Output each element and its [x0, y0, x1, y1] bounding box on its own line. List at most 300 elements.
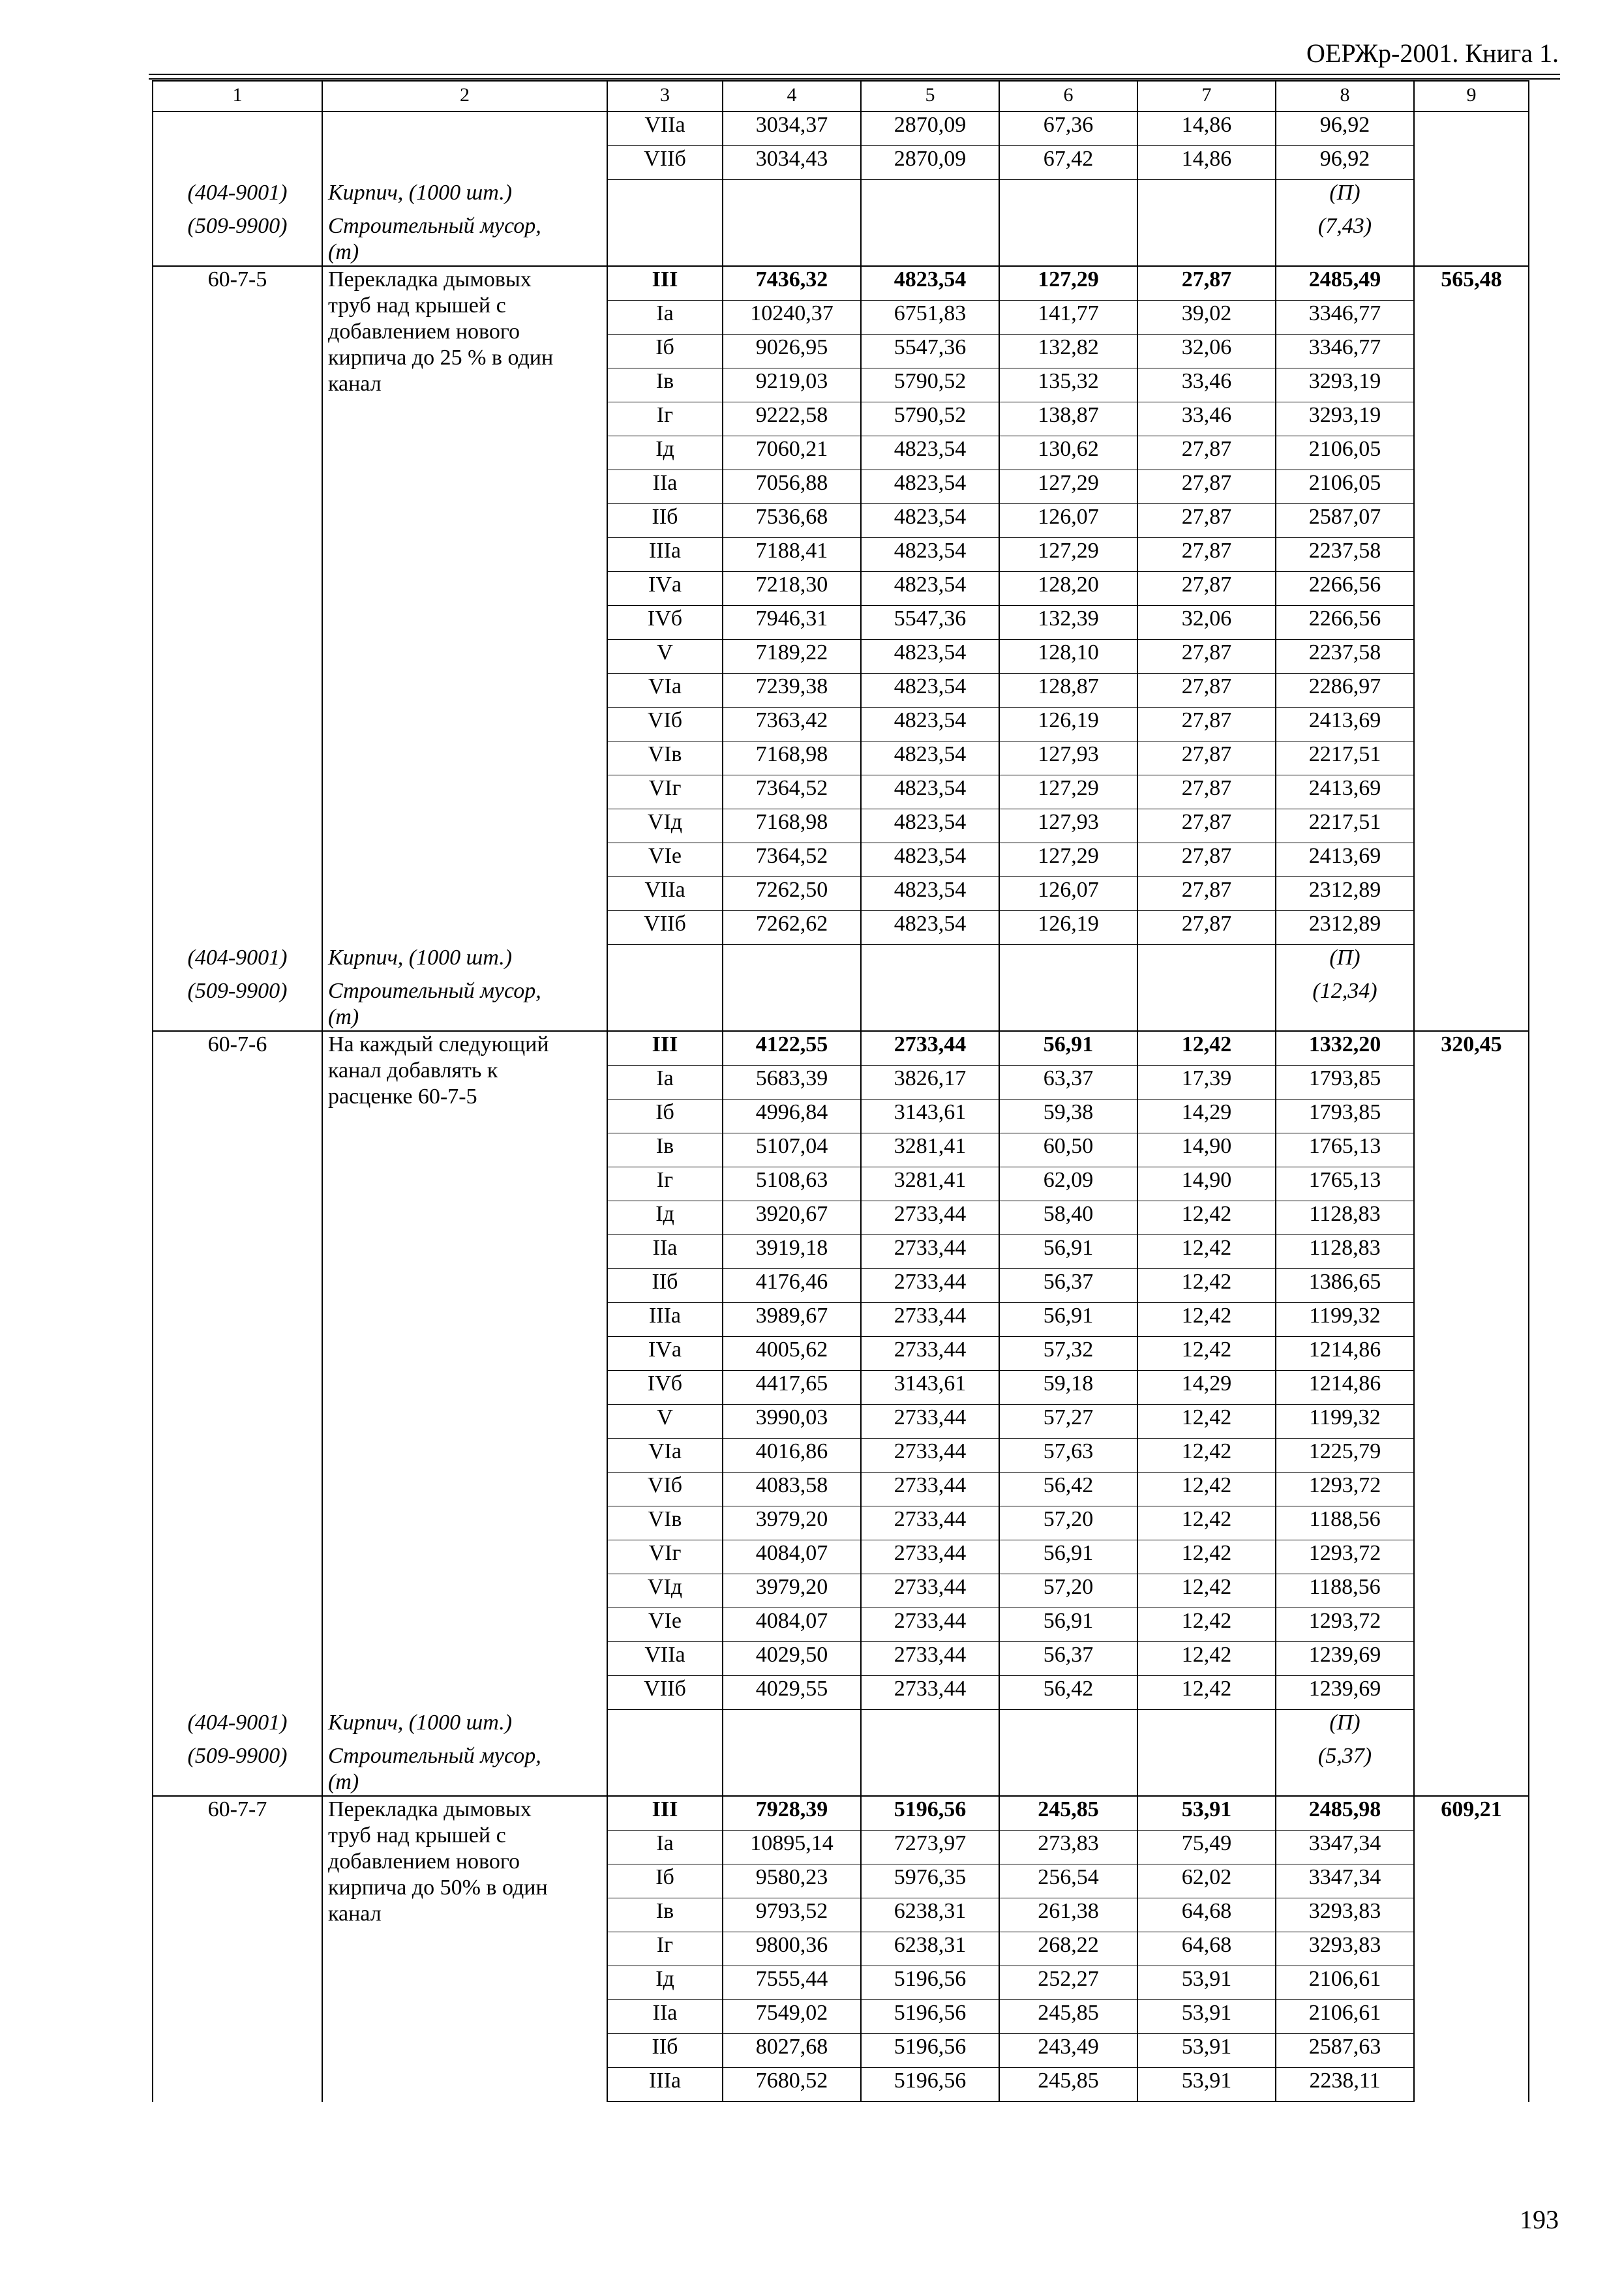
value-cell: 2106,05: [1276, 470, 1414, 504]
value-cell: 252,27: [999, 1966, 1137, 2000]
zone-cell: IVб: [607, 606, 723, 640]
value-cell: 4823,54: [861, 504, 999, 538]
value-cell: 12,42: [1137, 1269, 1276, 1303]
value-cell: 2587,07: [1276, 504, 1414, 538]
empty-cell: [723, 1743, 861, 1796]
value-cell: 14,90: [1137, 1133, 1276, 1167]
zone-cell: III: [607, 1031, 723, 1066]
value-cell: 4823,54: [861, 809, 999, 843]
value-cell: 8027,68: [723, 2034, 861, 2068]
value-cell: 245,85: [999, 2068, 1137, 2102]
value-cell: 5196,56: [861, 2034, 999, 2068]
value-cell: 33,46: [1137, 368, 1276, 402]
zone-cell: VIIа: [607, 1642, 723, 1676]
value-cell: 2312,89: [1276, 877, 1414, 911]
empty-cell: [723, 180, 861, 214]
value-cell: 5108,63: [723, 1167, 861, 1201]
rate-code: 60-7-7: [153, 1796, 322, 2102]
zone-cell: III: [607, 1796, 723, 1831]
value-cell: 2217,51: [1276, 809, 1414, 843]
value-cell: 127,29: [999, 843, 1137, 877]
value-cell: 1765,13: [1276, 1167, 1414, 1201]
value-cell: 4029,50: [723, 1642, 861, 1676]
value-cell: 7168,98: [723, 809, 861, 843]
value-cell: 2870,09: [861, 146, 999, 180]
value-cell: 7239,38: [723, 674, 861, 708]
value-cell: 2733,44: [861, 1676, 999, 1710]
value-cell: 2587,63: [1276, 2034, 1414, 2068]
value-cell: 2238,11: [1276, 2068, 1414, 2102]
value-cell: 1239,69: [1276, 1642, 1414, 1676]
value-cell: 3979,20: [723, 1574, 861, 1608]
value-cell: 2733,44: [861, 1235, 999, 1269]
material-code: (404-9001): [153, 1710, 322, 1744]
zone-cell: IIб: [607, 504, 723, 538]
material-name: Строительный мусор, (т): [322, 1743, 607, 1796]
value-cell: 3989,67: [723, 1303, 861, 1337]
zone-cell: Iв: [607, 1133, 723, 1167]
value-cell: 2733,44: [861, 1439, 999, 1473]
value-cell: 4823,54: [861, 572, 999, 606]
value-cell: 12,42: [1137, 1608, 1276, 1642]
zone-cell: VIб: [607, 708, 723, 741]
zone-cell: VIIб: [607, 1676, 723, 1710]
value-cell: 2733,44: [861, 1337, 999, 1371]
empty-cell: [1137, 1743, 1276, 1796]
zone-cell: IIIа: [607, 1303, 723, 1337]
value-cell: 2286,97: [1276, 674, 1414, 708]
zone-cell: V: [607, 640, 723, 674]
value-cell: 1293,72: [1276, 1540, 1414, 1574]
value-cell: 126,07: [999, 504, 1137, 538]
zone-cell: IIIа: [607, 2068, 723, 2102]
zone-cell: IVа: [607, 572, 723, 606]
value-cell: 2312,89: [1276, 911, 1414, 945]
material-value: (П): [1276, 180, 1414, 214]
value-cell: 7363,42: [723, 708, 861, 741]
value-cell: 3919,18: [723, 1235, 861, 1269]
value-cell: 12,42: [1137, 1540, 1276, 1574]
empty-cell: [607, 180, 723, 214]
empty-cell: [999, 945, 1137, 979]
value-cell: 2733,44: [861, 1269, 999, 1303]
value-cell: 3826,17: [861, 1066, 999, 1100]
value-cell: 127,29: [999, 266, 1137, 301]
material-code: (509-9900): [153, 213, 322, 266]
value-cell: 12,42: [1137, 1303, 1276, 1337]
value-cell: 10895,14: [723, 1831, 861, 1864]
empty-cell: [861, 1710, 999, 1744]
col-header: 1: [153, 81, 322, 112]
value-cell: 7549,02: [723, 2000, 861, 2034]
value-cell: 3293,19: [1276, 368, 1414, 402]
zone-cell: VIIб: [607, 146, 723, 180]
value-cell: 27,87: [1137, 504, 1276, 538]
value-cell: 12,42: [1137, 1642, 1276, 1676]
value-cell: 27,87: [1137, 741, 1276, 775]
col-header: 5: [861, 81, 999, 112]
value-cell: 2733,44: [861, 1473, 999, 1506]
value-cell: 2413,69: [1276, 775, 1414, 809]
value-cell: 59,38: [999, 1100, 1137, 1133]
value-cell: 2733,44: [861, 1405, 999, 1439]
zone-cell: IIб: [607, 2034, 723, 2068]
value-cell: 4005,62: [723, 1337, 861, 1371]
material-value: (7,43): [1276, 213, 1414, 266]
value-cell: 2733,44: [861, 1574, 999, 1608]
value-cell: 12,42: [1137, 1031, 1276, 1066]
value-cell: 27,87: [1137, 266, 1276, 301]
value-cell: 4084,07: [723, 1608, 861, 1642]
value-cell: 63,37: [999, 1066, 1137, 1100]
col-header: 2: [322, 81, 607, 112]
value-cell: 3979,20: [723, 1506, 861, 1540]
zone-cell: VIв: [607, 1506, 723, 1540]
zone-cell: Iв: [607, 1898, 723, 1932]
total-cell: 609,21: [1414, 1796, 1529, 2102]
value-cell: 1214,86: [1276, 1371, 1414, 1405]
col-header: 3: [607, 81, 723, 112]
value-cell: 32,06: [1137, 606, 1276, 640]
value-cell: 62,09: [999, 1167, 1137, 1201]
value-cell: 67,42: [999, 146, 1137, 180]
value-cell: 2733,44: [861, 1031, 999, 1066]
value-cell: 53,91: [1137, 1796, 1276, 1831]
zone-cell: Iа: [607, 301, 723, 335]
zone-cell: III: [607, 266, 723, 301]
zone-cell: Iг: [607, 402, 723, 436]
value-cell: 1793,85: [1276, 1100, 1414, 1133]
value-cell: 6238,31: [861, 1932, 999, 1966]
zone-cell: VIIа: [607, 112, 723, 146]
value-cell: 9800,36: [723, 1932, 861, 1966]
value-cell: 7188,41: [723, 538, 861, 572]
value-cell: 53,91: [1137, 2068, 1276, 2102]
value-cell: 1293,72: [1276, 1608, 1414, 1642]
value-cell: 1199,32: [1276, 1303, 1414, 1337]
value-cell: 1293,72: [1276, 1473, 1414, 1506]
value-cell: 1188,56: [1276, 1574, 1414, 1608]
value-cell: 4083,58: [723, 1473, 861, 1506]
value-cell: 14,29: [1137, 1100, 1276, 1133]
zone-cell: VIг: [607, 1540, 723, 1574]
value-cell: 3346,77: [1276, 301, 1414, 335]
value-cell: 1128,83: [1276, 1201, 1414, 1235]
value-cell: 14,29: [1137, 1371, 1276, 1405]
value-cell: 39,02: [1137, 301, 1276, 335]
value-cell: 4029,55: [723, 1676, 861, 1710]
value-cell: 1225,79: [1276, 1439, 1414, 1473]
value-cell: 5976,35: [861, 1864, 999, 1898]
value-cell: 7262,62: [723, 911, 861, 945]
value-cell: 60,50: [999, 1133, 1137, 1167]
empty-cell: [861, 213, 999, 266]
value-cell: 5547,36: [861, 335, 999, 368]
value-cell: 2733,44: [861, 1540, 999, 1574]
value-cell: 3346,77: [1276, 335, 1414, 368]
value-cell: 7555,44: [723, 1966, 861, 2000]
value-cell: 3293,83: [1276, 1898, 1414, 1932]
value-cell: 7946,31: [723, 606, 861, 640]
value-cell: 1793,85: [1276, 1066, 1414, 1100]
value-cell: 5196,56: [861, 2068, 999, 2102]
value-cell: 3034,43: [723, 146, 861, 180]
empty-cell: [999, 978, 1137, 1031]
value-cell: 2237,58: [1276, 538, 1414, 572]
value-cell: 2870,09: [861, 112, 999, 146]
empty-cell: [723, 945, 861, 979]
value-cell: 2413,69: [1276, 708, 1414, 741]
value-cell: 27,87: [1137, 538, 1276, 572]
empty-cell: [1137, 945, 1276, 979]
value-cell: 2485,98: [1276, 1796, 1414, 1831]
value-cell: 4823,54: [861, 843, 999, 877]
value-cell: 4417,65: [723, 1371, 861, 1405]
zone-cell: IIа: [607, 470, 723, 504]
value-cell: 32,06: [1137, 335, 1276, 368]
value-cell: 138,87: [999, 402, 1137, 436]
zone-cell: VIа: [607, 674, 723, 708]
table-row: [153, 1796, 1529, 1831]
value-cell: 2217,51: [1276, 741, 1414, 775]
zone-cell: Iб: [607, 335, 723, 368]
zone-cell: Iг: [607, 1167, 723, 1201]
value-cell: 5196,56: [861, 1796, 999, 1831]
empty-cell: [1137, 213, 1276, 266]
material-name: Строительный мусор, (т): [322, 978, 607, 1031]
value-cell: 5547,36: [861, 606, 999, 640]
total-cell: [1414, 112, 1529, 266]
zone-cell: Iа: [607, 1066, 723, 1100]
material-value: (П): [1276, 1710, 1414, 1744]
value-cell: 27,87: [1137, 470, 1276, 504]
value-cell: 4823,54: [861, 708, 999, 741]
value-cell: 7168,98: [723, 741, 861, 775]
value-cell: 4823,54: [861, 911, 999, 945]
value-cell: 59,18: [999, 1371, 1137, 1405]
rate-name: Перекладка дымовых труб над крышей с добавлением нового кирпича до 25 % в один канал: [322, 266, 607, 945]
zone-cell: Iд: [607, 1201, 723, 1235]
col-header: 4: [723, 81, 861, 112]
empty-cell: [607, 945, 723, 979]
value-cell: 127,29: [999, 538, 1137, 572]
value-cell: 3347,34: [1276, 1831, 1414, 1864]
value-cell: 53,91: [1137, 1966, 1276, 2000]
empty-cell: [999, 1743, 1137, 1796]
value-cell: 27,87: [1137, 572, 1276, 606]
value-cell: 4823,54: [861, 470, 999, 504]
material-code: (509-9900): [153, 1743, 322, 1796]
value-cell: 7928,39: [723, 1796, 861, 1831]
empty-cell: [861, 1743, 999, 1796]
value-cell: 5196,56: [861, 2000, 999, 2034]
value-cell: 67,36: [999, 112, 1137, 146]
table-row: [153, 1031, 1529, 1066]
value-cell: 1239,69: [1276, 1676, 1414, 1710]
value-cell: 127,29: [999, 775, 1137, 809]
value-cell: 245,85: [999, 2000, 1137, 2034]
material-code: (404-9001): [153, 180, 322, 214]
value-cell: 3143,61: [861, 1100, 999, 1133]
value-cell: 6751,83: [861, 301, 999, 335]
value-cell: 128,87: [999, 674, 1137, 708]
col-header: 8: [1276, 81, 1414, 112]
value-cell: 56,42: [999, 1676, 1137, 1710]
value-cell: 3293,83: [1276, 1932, 1414, 1966]
value-cell: 7189,22: [723, 640, 861, 674]
value-cell: 27,87: [1137, 775, 1276, 809]
value-cell: 1765,13: [1276, 1133, 1414, 1167]
value-cell: 53,91: [1137, 2034, 1276, 2068]
value-cell: 7680,52: [723, 2068, 861, 2102]
value-cell: 12,42: [1137, 1235, 1276, 1269]
value-cell: 126,19: [999, 911, 1137, 945]
material-row: [153, 180, 1529, 214]
zone-cell: VIв: [607, 741, 723, 775]
value-cell: 57,27: [999, 1405, 1137, 1439]
value-cell: 4084,07: [723, 1540, 861, 1574]
value-cell: 5683,39: [723, 1066, 861, 1100]
value-cell: 7060,21: [723, 436, 861, 470]
column-number-row: [153, 81, 1529, 112]
zone-cell: VIе: [607, 843, 723, 877]
value-cell: 9580,23: [723, 1864, 861, 1898]
empty-cell: [723, 1710, 861, 1744]
value-cell: 3293,19: [1276, 402, 1414, 436]
empty-cell: [999, 180, 1137, 214]
value-cell: 17,39: [1137, 1066, 1276, 1100]
zone-cell: VIг: [607, 775, 723, 809]
value-cell: 58,40: [999, 1201, 1137, 1235]
value-cell: 56,91: [999, 1303, 1137, 1337]
value-cell: 245,85: [999, 1796, 1137, 1831]
value-cell: 1332,20: [1276, 1031, 1414, 1066]
value-cell: 1188,56: [1276, 1506, 1414, 1540]
value-cell: 4823,54: [861, 266, 999, 301]
value-cell: 2485,49: [1276, 266, 1414, 301]
value-cell: 2733,44: [861, 1303, 999, 1337]
value-cell: 56,37: [999, 1269, 1137, 1303]
zone-cell: Iд: [607, 436, 723, 470]
value-cell: 1386,65: [1276, 1269, 1414, 1303]
zone-cell: VIд: [607, 1574, 723, 1608]
header-rule: [149, 74, 1560, 75]
value-cell: 4823,54: [861, 538, 999, 572]
value-cell: 12,42: [1137, 1473, 1276, 1506]
value-cell: 27,87: [1137, 877, 1276, 911]
empty-cell: [1137, 180, 1276, 214]
value-cell: 33,46: [1137, 402, 1276, 436]
value-cell: 135,32: [999, 368, 1137, 402]
value-cell: 141,77: [999, 301, 1137, 335]
value-cell: 5107,04: [723, 1133, 861, 1167]
value-cell: 12,42: [1137, 1676, 1276, 1710]
value-cell: 2237,58: [1276, 640, 1414, 674]
value-cell: 4176,46: [723, 1269, 861, 1303]
value-cell: 4122,55: [723, 1031, 861, 1066]
value-cell: 5790,52: [861, 402, 999, 436]
value-cell: 56,91: [999, 1540, 1137, 1574]
value-cell: 3920,67: [723, 1201, 861, 1235]
value-cell: 27,87: [1137, 708, 1276, 741]
rate-code: 60-7-6: [153, 1031, 322, 1710]
zone-cell: IIа: [607, 1235, 723, 1269]
material-name: Строительный мусор, (т): [322, 213, 607, 266]
value-cell: 7436,32: [723, 266, 861, 301]
empty-cell: [999, 1710, 1137, 1744]
value-cell: 96,92: [1276, 112, 1414, 146]
value-cell: 130,62: [999, 436, 1137, 470]
value-cell: 2733,44: [861, 1608, 999, 1642]
value-cell: 3281,41: [861, 1167, 999, 1201]
empty-cell: [861, 180, 999, 214]
value-cell: 126,07: [999, 877, 1137, 911]
material-value: (12,34): [1276, 978, 1414, 1031]
value-cell: 12,42: [1137, 1405, 1276, 1439]
value-cell: 127,93: [999, 809, 1137, 843]
value-cell: 64,68: [1137, 1932, 1276, 1966]
value-cell: 5790,52: [861, 368, 999, 402]
material-code: (509-9900): [153, 978, 322, 1031]
table-body: [153, 112, 1529, 2102]
value-cell: 126,19: [999, 708, 1137, 741]
value-cell: 7364,52: [723, 843, 861, 877]
value-cell: 3347,34: [1276, 1864, 1414, 1898]
value-cell: 14,86: [1137, 112, 1276, 146]
value-cell: 127,29: [999, 470, 1137, 504]
value-cell: 2266,56: [1276, 572, 1414, 606]
value-cell: 96,92: [1276, 146, 1414, 180]
value-cell: 9222,58: [723, 402, 861, 436]
zone-cell: IVб: [607, 1371, 723, 1405]
value-cell: 2266,56: [1276, 606, 1414, 640]
material-value: (П): [1276, 945, 1414, 979]
value-cell: 5196,56: [861, 1966, 999, 2000]
zone-cell: Iг: [607, 1932, 723, 1966]
value-cell: 9219,03: [723, 368, 861, 402]
value-cell: 27,87: [1137, 911, 1276, 945]
value-cell: 2413,69: [1276, 843, 1414, 877]
table-row: [153, 266, 1529, 301]
value-cell: 243,49: [999, 2034, 1137, 2068]
empty-cell: [1137, 978, 1276, 1031]
value-cell: 14,90: [1137, 1167, 1276, 1201]
value-cell: 4996,84: [723, 1100, 861, 1133]
rate-name: Перекладка дымовых труб над крышей с добавлением нового кирпича до 50% в один канал: [322, 1796, 607, 2102]
material-value: (5,37): [1276, 1743, 1414, 1796]
empty-cell: [607, 1743, 723, 1796]
zone-cell: VIб: [607, 1473, 723, 1506]
zone-cell: IIб: [607, 1269, 723, 1303]
value-cell: 7056,88: [723, 470, 861, 504]
zone-cell: Iб: [607, 1864, 723, 1898]
col-header: 6: [999, 81, 1137, 112]
value-cell: 27,87: [1137, 436, 1276, 470]
value-cell: 62,02: [1137, 1864, 1276, 1898]
value-cell: 268,22: [999, 1932, 1137, 1966]
price-table: [152, 80, 1529, 2102]
material-row: [153, 213, 1529, 266]
empty-cell: [723, 213, 861, 266]
document-header: ОЕРЖр-2001. Книга 1.: [1306, 38, 1559, 68]
value-cell: 4823,54: [861, 877, 999, 911]
value-cell: 3990,03: [723, 1405, 861, 1439]
empty-cell: [723, 978, 861, 1031]
material-name: Кирпич, (1000 шт.): [322, 1710, 607, 1744]
value-cell: 7218,30: [723, 572, 861, 606]
value-cell: 56,91: [999, 1608, 1137, 1642]
value-cell: 27,87: [1137, 809, 1276, 843]
